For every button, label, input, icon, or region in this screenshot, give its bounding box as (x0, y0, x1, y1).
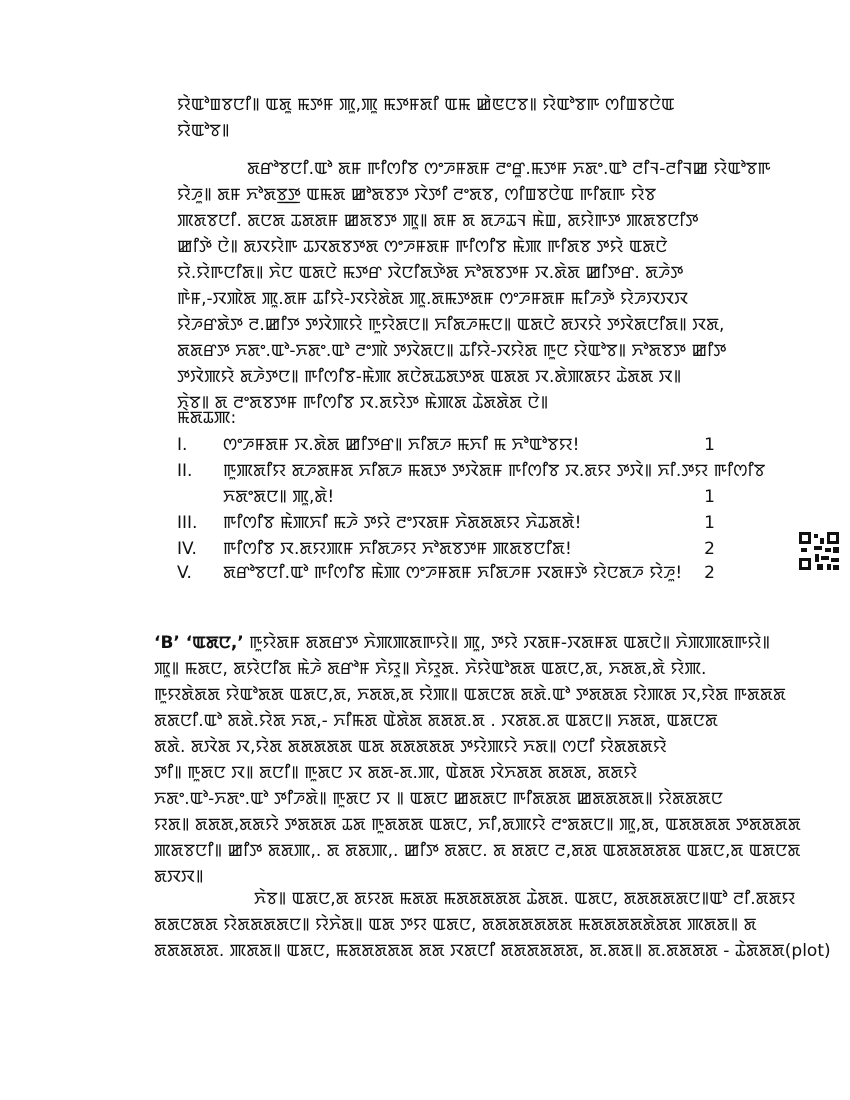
question-mark: 2 (704, 539, 715, 559)
text-line: ꯄꯗꯕꯅꯤ. ꯗꯅꯗ ꯊꯗꯗꯝ ꯀꯗꯕꯇ ꯄꯨ꯫ ꯗꯝ ꯗ ꯗꯍꯊꯜ ꯃꯥꯡ, ꯗꯌꯥꯒꯇ ꯄꯗꯕꯅꯤꯇ (177, 211, 699, 231)
question-text: ꯒꯨꯄꯗꯤꯌ ꯗꯍꯗꯝꯗ ꯈꯤꯗꯍ ꯃꯗꯇ ꯇꯋꯥꯗꯝ ꯒꯤꯁꯤꯕ ꯋ.ꯗꯌ ꯇꯋꯥ꯫ ꯈꯤ.ꯇꯌ ꯒꯤꯁꯤꯕ (223, 461, 766, 481)
text-line: ꯀꯤꯇꯥ ꯅꯥ꯫ ꯗꯋꯌꯥꯒ ꯊꯋꯗꯕꯇꯗ ꯁꯦꯍꯝꯗꯝ ꯒꯤꯁꯤꯕ ꯃꯥꯄ ꯒꯤꯗꯕ ꯇꯌꯥ ꯑꯗꯅꯥ (177, 237, 668, 257)
question-mark: 2 (704, 563, 715, 583)
question-mark: 1 (704, 487, 715, 507)
section-b-label: ‘B’ ‘ꯑꯗꯅ,’ (154, 633, 244, 653)
text-line: ꯒꯨꯌꯗꯥꯗꯗ ꯌꯥꯑꯣꯗꯗ ꯑꯗꯅ,ꯗ, ꯈꯗꯗ,ꯗ ꯌꯥꯄ꯫ ꯑꯗꯅꯗ ꯗꯗꯥ.ꯑꯣ ꯇꯗꯗꯗ ꯌꯥꯄꯗ ꯋ,ꯌꯥꯗ ꯒꯗꯗꯗ (154, 685, 786, 705)
question-mark: 1 (704, 435, 715, 455)
question-number: III. (177, 513, 198, 533)
text-line: ꯗꯗꯅꯤ.ꯑꯣ ꯗꯗꯥ.ꯌꯥꯗ ꯈꯗ,- ꯈꯤꯃꯗ ꯑꯥꯗꯥꯗ ꯗꯗꯗ.ꯗ . ꯋꯗꯗ.ꯗ ꯑꯗꯅ꯫ ꯈꯗꯗ, ꯑꯗꯅꯗ (154, 711, 718, 731)
question-text: ꯒꯤꯁꯤꯕ ꯃꯥꯄꯈꯤ ꯃꯍꯥ ꯇꯌꯥ ꯂꯦꯋꯗꯝ ꯈꯥꯗꯗꯗꯌ ꯈꯥꯊꯗꯗꯥ! (223, 513, 582, 533)
text-line: ꯌꯥꯑꯣꯕ꯫ (177, 121, 230, 141)
question-number: I. (177, 435, 188, 455)
text-line: ꯇꯋꯥꯄꯌꯥ ꯗꯍꯥꯇꯅ꯫ ꯒꯤꯁꯤꯕ-ꯃꯥꯄ ꯗꯅꯥꯗꯊꯗꯇꯗ ꯑꯗꯗ ꯋ.ꯗꯥꯄꯗꯌ ꯊꯥꯗꯗ ꯋ꯫ (177, 367, 682, 387)
question-item (177, 510, 717, 536)
text-line: ꯗꯋꯋ꯫ (154, 867, 204, 887)
question-number: V. (177, 563, 192, 583)
text-line: ꯄꯗꯕꯅꯤ꯫ ꯀꯤꯇ ꯗꯗꯄ,. ꯗ ꯗꯗꯄ,. ꯀꯤꯇ ꯗꯗꯅ. ꯗ ꯗꯗꯅ ꯂ,ꯗꯗ ꯑꯗꯗꯗꯗꯗ ꯑꯗꯅ,ꯗ ꯑꯗꯅꯗ (154, 841, 801, 861)
text-line: ꯈꯥꯕ꯫ ꯑꯗꯅ,ꯗ ꯗꯌꯗ ꯃꯗꯗ ꯃꯗꯗꯗꯗꯗ ꯊꯥꯗꯗ. ꯑꯗꯅ, ꯗꯗꯗꯗꯗꯅ꯫ꯑꯣ ꯂꯤ.ꯗꯗꯌ (254, 889, 796, 909)
text-line: ꯗꯔꯣꯕꯅꯤ.ꯑꯣ ꯗꯝ ꯒꯤꯁꯤꯕ ꯁꯦꯍꯝꯗꯝ ꯂꯦꯔꯨ.ꯃꯇꯝ ꯈꯗꯦ.ꯑꯣ ꯂꯤꯜ-ꯂꯤꯜꯀ ꯌꯥꯑꯣꯕꯒ (247, 159, 771, 179)
question-text: ꯁꯦꯍꯝꯗꯝ ꯋ.ꯗꯥꯗ ꯀꯤꯇꯔ꯫ ꯈꯤꯗꯍ ꯃꯈꯤ ꯃ ꯈꯣꯑꯣꯕꯌ! (223, 435, 580, 455)
question-item (177, 536, 717, 562)
text-line: ꯄꯨ꯫ ꯃꯗꯅ, ꯗꯌꯥꯅꯤꯗ ꯃꯥꯍꯥ ꯗꯔꯣꯝ ꯈꯥꯌꯨ꯫ ꯈꯥꯌꯨꯗ. ꯈꯥꯌꯥꯑꯣꯗꯗ ꯑꯗꯅ,ꯗ, ꯈꯗꯗ,ꯗꯥ ꯌꯥꯄ. (154, 659, 707, 679)
text-line: ꯗꯗꯅꯗꯗ ꯌꯥꯗꯗꯗꯗꯅ꯫ ꯌꯥꯈꯥꯗ꯫ ꯑꯗ ꯇꯌ ꯑꯗꯅ, ꯗꯗꯗꯗꯗꯗꯗ ꯃꯗꯗꯗꯗꯗꯥꯗꯗ ꯄꯗꯗ꯫ ꯗ (154, 915, 757, 935)
questions-heading: ꯃꯥꯗꯊꯄ: (177, 408, 237, 428)
text-line: ꯌꯗ꯫ ꯗꯗꯗ,ꯗꯗꯌꯥ ꯇꯗꯗꯗ ꯊꯗ ꯒꯨꯗꯗꯗ ꯑꯗꯅ, ꯈꯤ,ꯗꯄꯌꯥ ꯂꯦꯗꯗꯅ꯫ ꯄꯨ,ꯗ, ꯑꯗꯗꯗꯗ ꯇꯗꯗꯗꯗ (154, 815, 801, 835)
question-item (177, 560, 717, 586)
qr-code-icon[interactable] (799, 532, 839, 570)
intro-paragraph (177, 92, 717, 144)
text-line: ꯈꯗꯦ.ꯑꯣ-ꯈꯗꯦ.ꯑꯣ ꯇꯤꯍꯗꯥ꯫ ꯒꯨꯗꯅ ꯋ ꯫ ꯑꯗꯅ ꯀꯗꯗꯅ ꯒꯤꯗꯗꯗ ꯀꯗꯗꯗꯗ꯫ ꯌꯥꯗꯗꯗꯅ (154, 789, 723, 809)
question-text: ꯗꯔꯣꯕꯅꯤ.ꯑꯣ ꯒꯤꯁꯤꯕ ꯃꯥꯄ ꯁꯦꯍꯝꯗꯝ ꯈꯤꯗꯍꯝ ꯋꯗꯝꯇꯥ ꯌꯥꯅꯗꯍ ꯌꯥꯍꯨ! (223, 563, 683, 583)
text-line: ꯗꯗꯔꯇ ꯈꯗꯦ.ꯑꯣ-ꯈꯗꯦ.ꯑꯣ ꯂꯦꯄꯥ ꯇꯋꯥꯗꯅ꯫ ꯊꯤꯌꯥ-ꯋꯌꯥꯗ ꯒꯨꯅ ꯌꯥꯑꯣꯕ꯫ ꯈꯣꯗꯕꯇ ꯀꯤꯇ (177, 341, 727, 361)
question-text: ꯒꯤꯁꯤꯕ ꯋ.ꯗꯌꯄꯝ ꯈꯤꯗꯍꯌ ꯈꯣꯗꯕꯇꯝ ꯄꯗꯕꯅꯤꯗ! (223, 539, 572, 559)
text-line: ꯒꯥꯝ,-ꯋꯄꯥꯗ ꯄꯨ.ꯗꯝ ꯊꯤꯌꯥ-ꯋꯌꯥꯗꯥꯗ ꯄꯨ.ꯗꯃꯇꯗꯝ ꯁꯦꯍꯝꯗꯝ ꯃꯤꯍꯇꯥ ꯌꯥꯍꯋꯋꯋ (177, 289, 689, 309)
question-item-continuation (177, 484, 717, 510)
text-line: ꯌꯥ.ꯌꯥꯒꯅꯤꯗ꯫ ꯈꯥꯅ ꯑꯗꯅꯥ ꯃꯇꯔ ꯋꯥꯅꯤꯗꯇꯥꯗ ꯈꯣꯗꯕꯇꯝ ꯋ.ꯗꯥꯗ ꯀꯤꯇꯔ. ꯗꯍꯥꯇ (177, 263, 684, 283)
question-item (177, 458, 766, 484)
section-b-paragraph (154, 630, 801, 890)
body-paragraph (177, 156, 771, 416)
text-line: ꯗꯗꯥ. ꯗꯋꯥꯗ ꯋ,ꯌꯥꯗ ꯗꯗꯗꯗꯗ ꯑꯗ ꯗꯗꯗꯗꯗ ꯇꯌꯥꯄꯌꯥ ꯈꯗ꯫ ꯁꯅꯤ ꯌꯥꯗꯗꯗꯌꯥ (154, 737, 667, 757)
text-line: ꯈꯥꯕ꯫ ꯗ ꯂꯦꯗꯕꯇꯝ ꯒꯤꯁꯤꯕ ꯋ.ꯗꯌꯥꯇ ꯃꯥꯄꯗ ꯊꯥꯗꯗꯥꯗ ꯅꯥ꯫ (177, 393, 549, 413)
section-b-paragraph-2 (154, 886, 831, 964)
text-line: ꯌꯥꯍꯨ꯫ ꯗꯝ ꯈꯣꯗꯕ꯭ꯇ ꯑꯃꯗ ꯀꯣꯗꯕꯇ ꯋꯥꯇꯤ ꯂꯦꯗꯕ, ꯁꯤꯡꯕꯅꯥꯑ ꯒꯤꯗꯒ ꯌꯥꯕ (177, 185, 657, 205)
text-line: ꯌꯥꯍꯔꯗꯥꯇ ꯂ.ꯀꯤꯇ ꯇꯋꯥꯄꯌꯥ ꯒꯨꯌꯥꯗꯅ꯫ ꯈꯤꯗꯍꯃꯅ꯫ ꯑꯗꯅꯥ ꯗꯋꯌꯥ ꯇꯋꯥꯗꯅꯤꯗ꯫ ꯋꯗ, (177, 315, 725, 335)
question-mark: 1 (704, 513, 715, 533)
text-line: ꯗꯗꯗꯗꯗ. ꯄꯗꯗ꯫ ꯑꯗꯅ, ꯃꯗꯗꯗꯗꯗ ꯗꯗ ꯋꯗꯅꯤ ꯗꯗꯗꯗꯗꯗ, ꯗ.ꯗꯗ꯫ ꯗ.ꯗꯗꯗꯗ - ꯊꯥꯗꯗꯗ(plot) (154, 941, 831, 961)
question-number: IV. (177, 539, 197, 559)
question-item (177, 432, 717, 458)
question-text-continuation: ꯈꯗꯦꯗꯅ꯫ ꯄꯨ,ꯗꯥ! (223, 487, 335, 507)
text-line: ꯇꯤ꯫ ꯒꯨꯗꯅ ꯋ꯫ ꯗꯅꯤ꯫ ꯒꯨꯗꯅ ꯋ ꯗꯗ-ꯗ.ꯄ, ꯑꯥꯗꯗ ꯋꯥꯈꯗꯗ ꯗꯗꯗ, ꯗꯗꯌꯥ (154, 763, 638, 783)
question-number: II. (177, 461, 193, 481)
text-line: ꯌꯥꯑꯣꯡꯕꯅꯤ꯫ ꯑꯗꯨ ꯃꯇꯝ ꯄꯨ,ꯄꯨ ꯃꯇꯝꯗꯤ ꯑꯃ ꯀꯥꯟꯅꯕ꯫ ꯌꯥꯑꯣꯕꯒ ꯁꯤꯡꯕꯅꯥꯑ (177, 95, 675, 115)
text-line: ꯒꯨꯌꯥꯗꯝ ꯗꯗꯔꯇ ꯈꯥꯄꯄꯗꯒꯌꯥ꯫ ꯄꯨ, ꯇꯌꯥ ꯋꯗꯝ-ꯋꯗꯝꯗ ꯑꯗꯅꯥ꯫ ꯈꯥꯄꯄꯗꯒꯌꯥ꯫ (243, 633, 771, 653)
